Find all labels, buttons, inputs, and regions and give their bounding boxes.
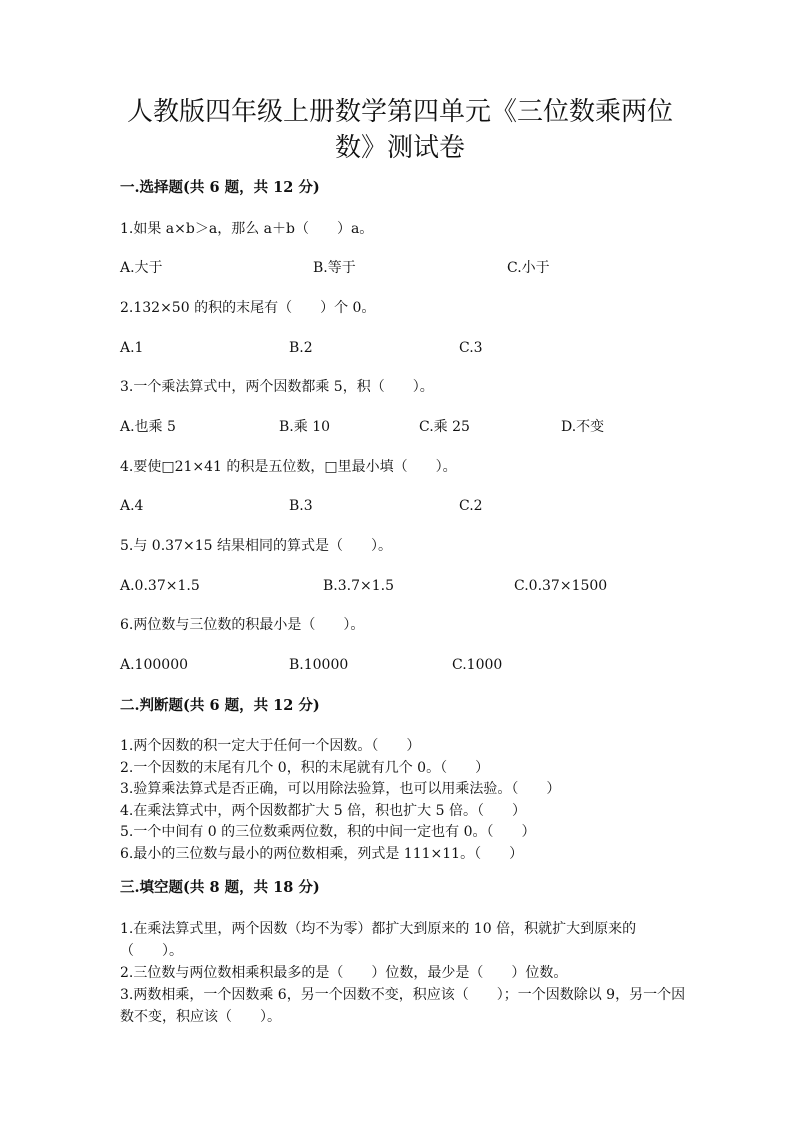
option: A.100000 <box>120 657 189 673</box>
list-item: 3.验算乘法算式是否正确，可以用除法验算，也可以用乘法验。（ ） <box>120 781 561 798</box>
question-stem: 6.两位数与三位数的积最小是（ ）。 <box>120 617 365 633</box>
section-heading-choice: 一.选择题(共 6 题，共 12 分) <box>120 179 320 196</box>
title-line-1: 人教版四年级上册数学第四单元《三位数乘两位 <box>126 97 673 127</box>
option: B.3.7×1.5 <box>323 578 394 594</box>
question-stem: 4.要使□21×41 的积是五位数，□里最小填（ ）。 <box>120 459 457 475</box>
question-stem: 2.132×50 的积的末尾有（ ）个 0。 <box>120 300 376 316</box>
title-line-2: 数》测试卷 <box>334 133 465 163</box>
option: B.2 <box>289 340 313 356</box>
option: A.4 <box>120 498 144 514</box>
option: D.不变 <box>561 419 605 435</box>
option: B.3 <box>289 498 313 514</box>
option: C.2 <box>459 498 483 514</box>
option: A.1 <box>120 340 144 356</box>
option: C.小于 <box>507 260 550 276</box>
question-stem: 3.一个乘法算式中，两个因数都乘 5，积（ ）。 <box>120 379 434 395</box>
question-stem: 1.如果 a×b＞a，那么 a＋b（ ）a。 <box>120 221 374 237</box>
option: A.0.37×1.5 <box>120 578 200 594</box>
list-item: 1.两个因数的积一定大于任何一个因数。（ ） <box>120 738 421 754</box>
option: C.乘 25 <box>419 419 470 435</box>
option: C.3 <box>459 340 483 356</box>
list-item: 2.一个因数的末尾有几个 0，积的末尾就有几个 0。（ ） <box>120 759 490 776</box>
fill-blank-list <box>120 918 690 1028</box>
list-item: 6.最小的三位数与最小的两位数相乘，列式是 111×11。（ ） <box>120 845 524 862</box>
list-item: 4.在乘法算式中，两个因数都扩大 5 倍，积也扩大 5 倍。（ ） <box>120 802 526 819</box>
true-false-list <box>120 736 560 866</box>
option: A.大于 <box>120 260 163 276</box>
list-item: 2.三位数与两位数相乘积最多的是（ ）位数，最少是（ ）位数。 <box>120 965 568 981</box>
page-title <box>100 94 700 166</box>
option: C.1000 <box>452 657 503 673</box>
option: A.也乘 5 <box>120 419 176 435</box>
list-item: 5.一个中间有 0 的三位数乘两位数，积的中间一定也有 0。（ ） <box>120 824 536 841</box>
list-item: 1.在乘法算式里，两个因数（均不为零）都扩大到原来的 10 倍，积就扩大到原来的（ ）。 <box>120 921 637 959</box>
section-heading-true-false: 二.判断题(共 6 题，共 12 分) <box>120 697 320 714</box>
section-heading-fill-blank: 三.填空题(共 8 题，共 18 分) <box>120 879 320 896</box>
option: B.乘 10 <box>279 419 331 435</box>
option: B.等于 <box>313 260 356 276</box>
question-stem: 5.与 0.37×15 结果相同的算式是（ ）。 <box>120 538 392 554</box>
option: C.0.37×1500 <box>514 578 608 594</box>
option: B.10000 <box>289 657 349 673</box>
list-item: 3.两数相乘，一个因数乘 6，另一个因数不变，积应该（ ）；一个因数除以 9，另一个因数不变，积应该（ ）。 <box>120 987 686 1025</box>
